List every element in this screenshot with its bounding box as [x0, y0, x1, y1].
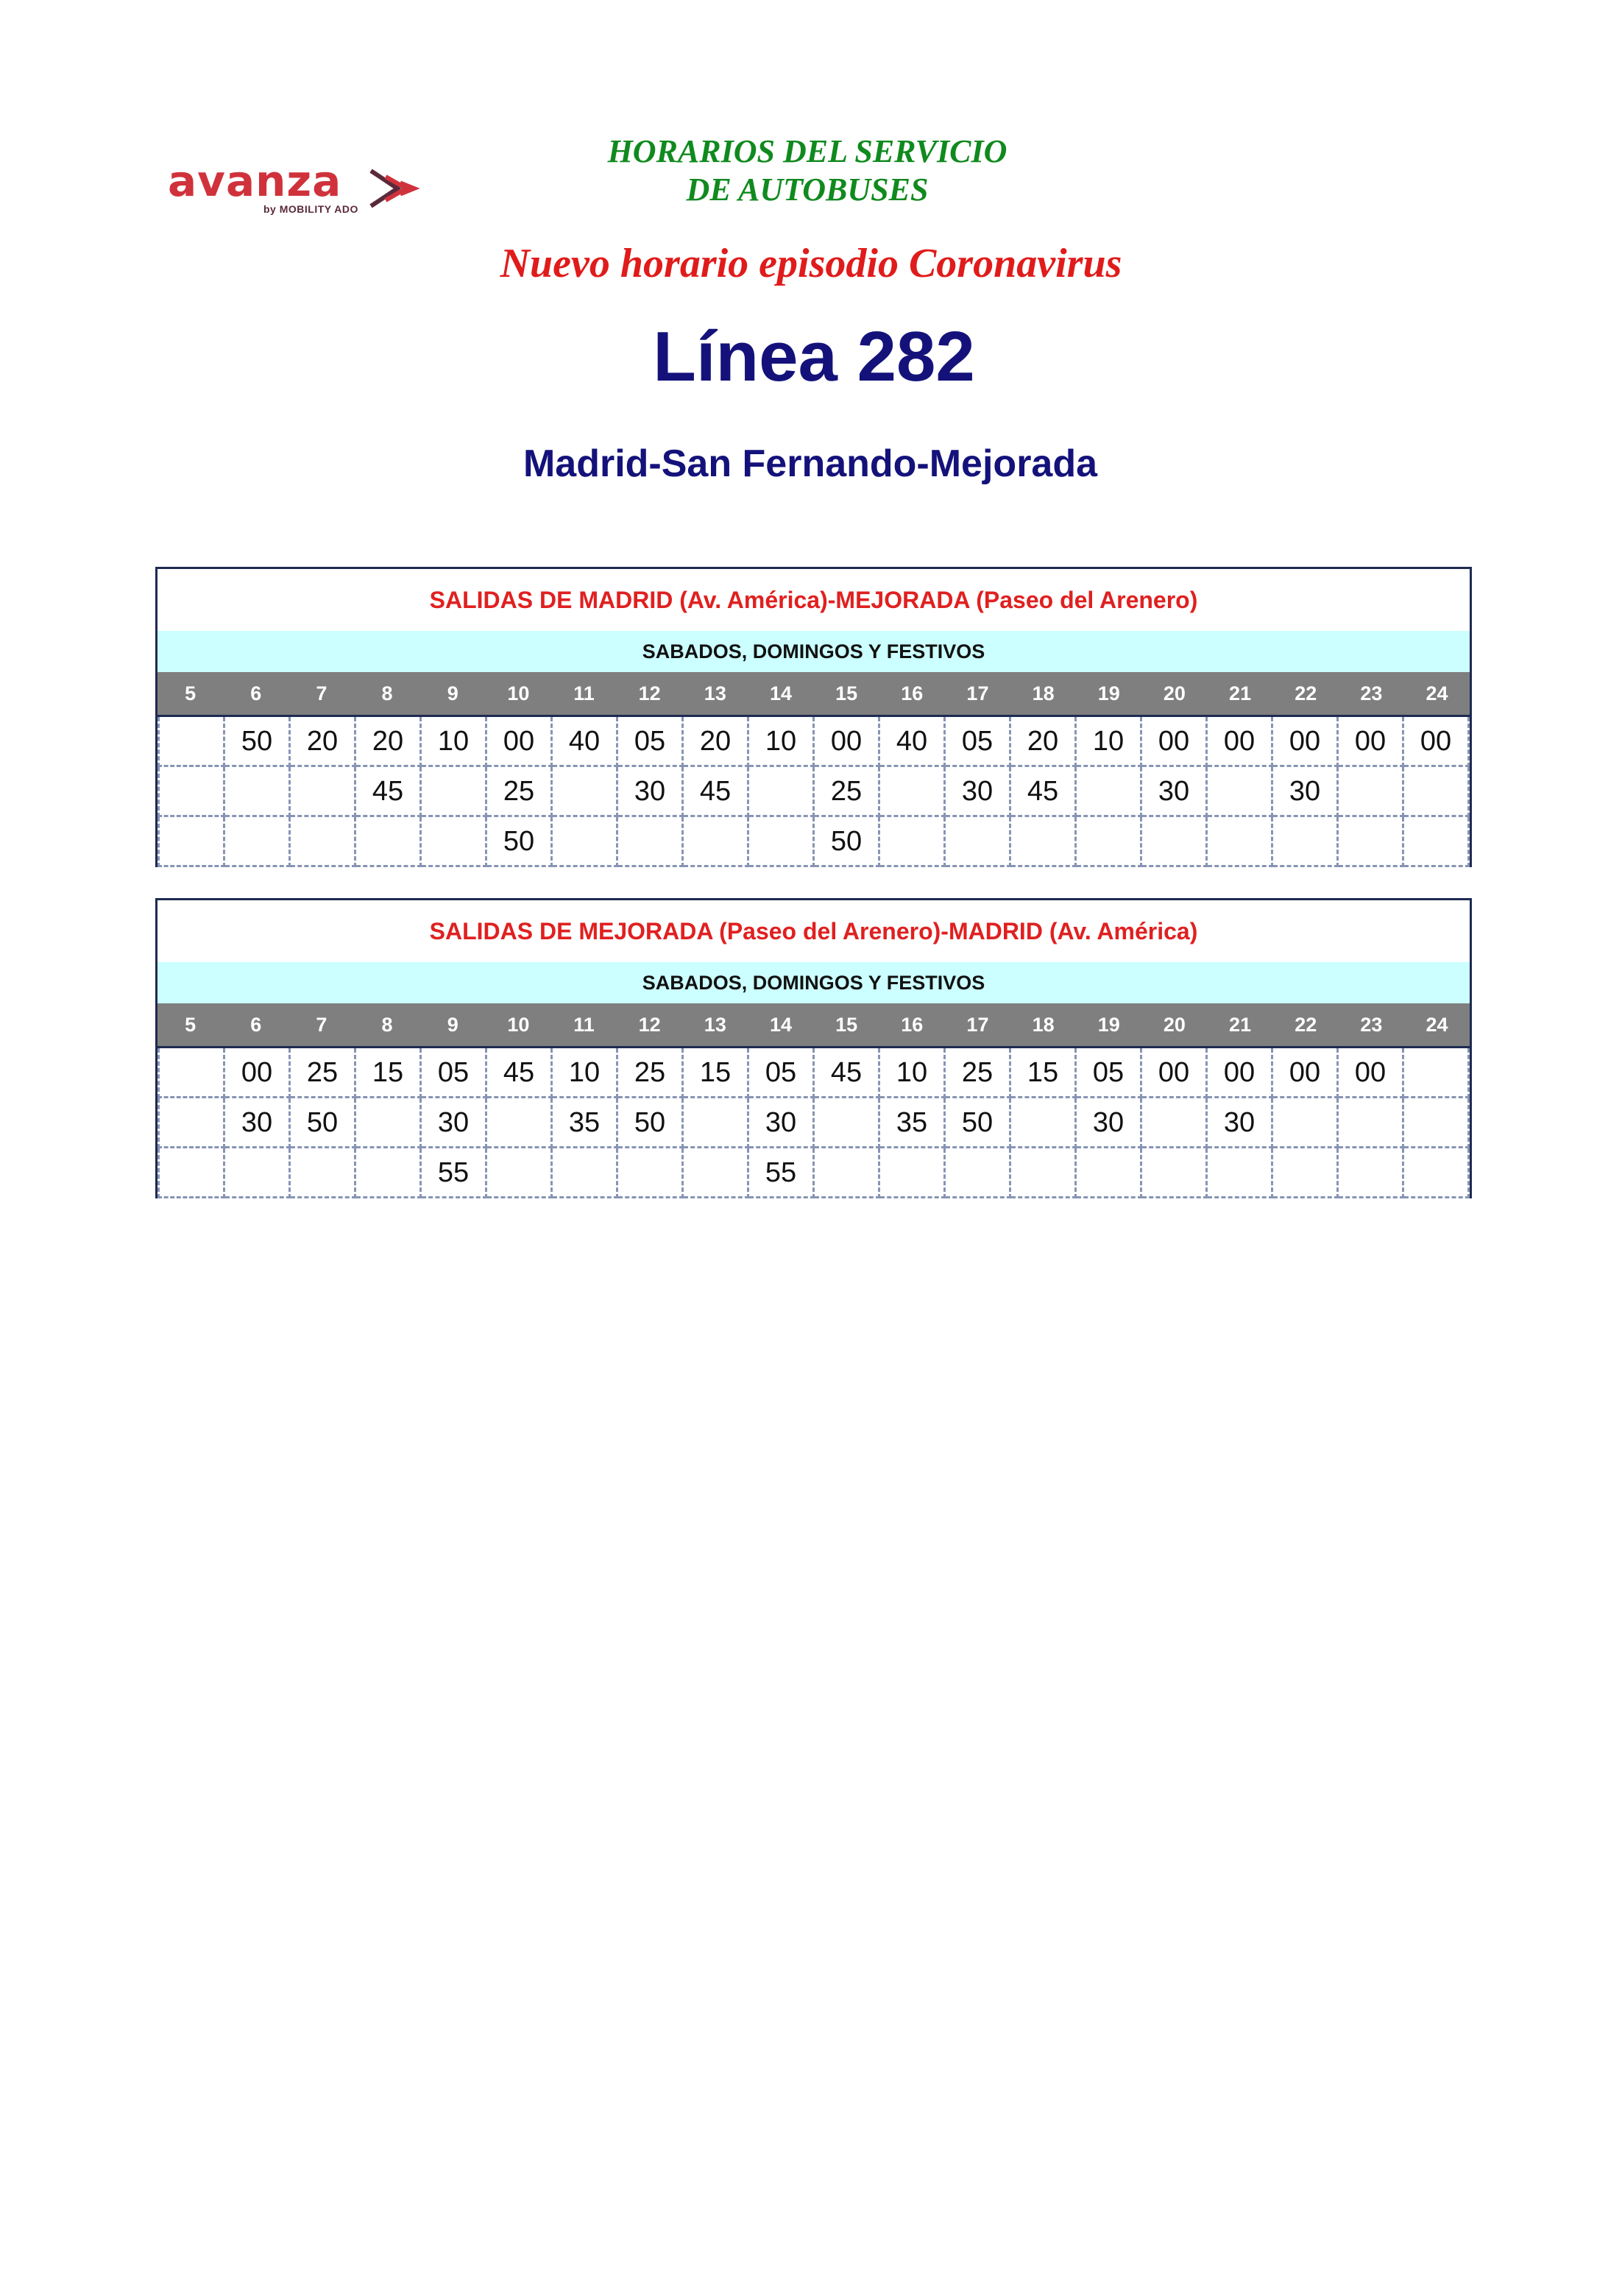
- timetable-title: SALIDAS DE MEJORADA (Paseo del Arenero)-MADRID (Av. América): [157, 900, 1470, 962]
- minute-cell: [157, 1048, 225, 1098]
- minute-cell: 50: [815, 817, 880, 867]
- minute-cell: [1208, 767, 1273, 817]
- minute-cell: [225, 1148, 291, 1198]
- minute-cell: [1011, 1098, 1077, 1148]
- minute-cell: 30: [1077, 1098, 1142, 1148]
- minutes-row: [157, 1098, 1470, 1148]
- minute-cell: 10: [553, 1048, 618, 1098]
- minute-cell: [1339, 767, 1404, 817]
- minute-cell: [487, 1148, 553, 1198]
- hour-cell: 6: [250, 682, 262, 704]
- minute-cell: [880, 1148, 946, 1198]
- hour-header-row: [157, 672, 1470, 717]
- service-heading-line-2: DE AUTOBUSES: [686, 172, 929, 208]
- minute-cell: 45: [1011, 767, 1077, 817]
- minute-cell: 30: [1208, 1098, 1273, 1148]
- hour-cell: 16: [901, 1014, 924, 1036]
- hour-cell: 15: [835, 682, 858, 704]
- minute-cell: 45: [487, 1048, 553, 1098]
- minute-cell: 05: [618, 717, 684, 767]
- minute-cell: [157, 817, 225, 867]
- hour-cell: 11: [573, 682, 595, 704]
- hour-cell: 24: [1426, 682, 1448, 704]
- minute-cell: [1011, 817, 1077, 867]
- minute-cell: 00: [1404, 717, 1470, 767]
- hour-cell: 11: [573, 1014, 595, 1036]
- minute-cell: 15: [1011, 1048, 1077, 1098]
- minute-cell: 20: [356, 717, 422, 767]
- minute-cell: [225, 817, 291, 867]
- service-heading-line-1: HORARIOS DEL SERVICIO: [607, 133, 1007, 169]
- minute-cell: 25: [815, 767, 880, 817]
- hour-cell: 17: [966, 1014, 989, 1036]
- minute-cell: [291, 817, 356, 867]
- minute-cell: 25: [618, 1048, 684, 1098]
- hour-cell: 7: [316, 682, 327, 704]
- minute-cell: [291, 767, 356, 817]
- hour-cell: 10: [507, 682, 530, 704]
- hour-cell: 15: [835, 1014, 858, 1036]
- minute-cell: 30: [618, 767, 684, 817]
- minute-cell: [157, 717, 225, 767]
- minute-cell: [1208, 817, 1273, 867]
- hour-cell: 18: [1032, 682, 1055, 704]
- minute-cell: 05: [422, 1048, 487, 1098]
- hour-cell: 19: [1097, 682, 1120, 704]
- minute-cell: [1142, 1098, 1208, 1148]
- hour-cell: 21: [1229, 1014, 1252, 1036]
- minute-cell: 40: [553, 717, 618, 767]
- minute-cell: [487, 1098, 553, 1148]
- minute-cell: 10: [422, 717, 487, 767]
- hour-cell: 23: [1360, 1014, 1383, 1036]
- minute-cell: [157, 1148, 225, 1198]
- hour-cell: 10: [507, 1014, 530, 1036]
- minute-cell: [815, 1148, 880, 1198]
- hour-cell: 12: [638, 682, 661, 704]
- hour-cell: 17: [966, 682, 989, 704]
- minute-cell: 50: [618, 1098, 684, 1148]
- minute-cell: [356, 1098, 422, 1148]
- minute-cell: 35: [880, 1098, 946, 1148]
- hour-cell: 13: [704, 1014, 726, 1036]
- minute-cell: 10: [749, 717, 815, 767]
- minute-cell: [946, 1148, 1011, 1198]
- minute-cell: 00: [225, 1048, 291, 1098]
- hour-cell: 5: [185, 1014, 196, 1036]
- minute-cell: [225, 767, 291, 817]
- minute-cell: 30: [1142, 767, 1208, 817]
- logo-wordmark: avanza: [168, 156, 342, 206]
- line-title: Línea 282: [653, 317, 975, 396]
- minute-cell: [749, 767, 815, 817]
- minute-cell: 40: [880, 717, 946, 767]
- minute-cell: [1273, 817, 1339, 867]
- timetable-mejorada-madrid: [155, 898, 1472, 1198]
- minute-cell: 00: [1273, 717, 1339, 767]
- minute-cell: 00: [1208, 1048, 1273, 1098]
- minute-cell: 25: [487, 767, 553, 817]
- minutes-row: [157, 767, 1470, 817]
- minutes-row: [157, 1148, 1470, 1198]
- hour-cell: 20: [1163, 1014, 1186, 1036]
- hour-cell: 21: [1229, 682, 1252, 704]
- hour-cell: 9: [447, 1014, 458, 1036]
- hour-cell: 24: [1426, 1014, 1448, 1036]
- timetable-madrid-mejorada: [155, 567, 1472, 867]
- minute-cell: 20: [291, 717, 356, 767]
- minute-cell: 45: [684, 767, 749, 817]
- minute-cell: [880, 767, 946, 817]
- hour-cell: 22: [1295, 1014, 1317, 1036]
- minute-cell: 25: [946, 1048, 1011, 1098]
- minute-cell: [684, 817, 749, 867]
- minute-cell: [157, 1098, 225, 1148]
- timetable-title: SALIDAS DE MADRID (Av. América)-MEJORADA (Paseo del Arenero): [157, 569, 1470, 631]
- hour-cell: 20: [1163, 682, 1186, 704]
- hour-cell: 14: [769, 682, 792, 704]
- hour-cell: 8: [381, 682, 393, 704]
- minute-cell: 00: [1273, 1048, 1339, 1098]
- service-heading: [0, 133, 1622, 209]
- timetable-days: SABADOS, DOMINGOS Y FESTIVOS: [157, 631, 1470, 672]
- minute-cell: 15: [684, 1048, 749, 1098]
- minute-cell: [356, 1148, 422, 1198]
- minute-cell: 05: [749, 1048, 815, 1098]
- minute-cell: [422, 817, 487, 867]
- minute-cell: 35: [553, 1098, 618, 1148]
- minute-cell: [1339, 1148, 1404, 1198]
- minute-cell: 00: [815, 717, 880, 767]
- minute-cell: 10: [880, 1048, 946, 1098]
- minute-cell: 50: [225, 717, 291, 767]
- minute-cell: [1077, 1148, 1142, 1198]
- hour-cell: 22: [1295, 682, 1317, 704]
- minutes-row: [157, 817, 1470, 867]
- episode-notice: Nuevo horario episodio Coronavirus: [500, 241, 1122, 286]
- minute-cell: [1273, 1098, 1339, 1148]
- minute-cell: 50: [946, 1098, 1011, 1148]
- minute-cell: [1142, 817, 1208, 867]
- minutes-row: [157, 1048, 1470, 1098]
- minute-cell: 20: [1011, 717, 1077, 767]
- minute-cell: [1339, 817, 1404, 867]
- minute-cell: [553, 1148, 618, 1198]
- minute-cell: [1404, 817, 1470, 867]
- route-name: Madrid-San Fernando-Mejorada: [523, 442, 1098, 485]
- minute-cell: 30: [422, 1098, 487, 1148]
- minute-cell: [749, 817, 815, 867]
- minute-cell: [1208, 1148, 1273, 1198]
- minute-cell: [291, 1148, 356, 1198]
- minute-cell: [618, 817, 684, 867]
- minute-cell: [1142, 1148, 1208, 1198]
- minute-cell: [157, 767, 225, 817]
- minute-cell: 25: [291, 1048, 356, 1098]
- minute-cell: 00: [1142, 1048, 1208, 1098]
- hour-cell: 8: [381, 1014, 393, 1036]
- hour-cell: 7: [316, 1014, 327, 1036]
- minute-cell: 00: [1208, 717, 1273, 767]
- hour-cell: 14: [769, 1014, 792, 1036]
- minute-cell: [684, 1148, 749, 1198]
- minute-cell: [356, 817, 422, 867]
- minute-cell: 50: [487, 817, 553, 867]
- minute-cell: 45: [815, 1048, 880, 1098]
- minute-cell: 00: [1339, 717, 1404, 767]
- minute-cell: 30: [1273, 767, 1339, 817]
- hour-cell: 13: [704, 682, 726, 704]
- minute-cell: [553, 767, 618, 817]
- minute-cell: [1404, 1148, 1470, 1198]
- minute-cell: 05: [946, 717, 1011, 767]
- minute-cell: 00: [487, 717, 553, 767]
- hour-cell: 6: [250, 1014, 262, 1036]
- minute-cell: 30: [749, 1098, 815, 1148]
- minute-cell: [946, 817, 1011, 867]
- minute-cell: [1077, 767, 1142, 817]
- hour-cell: 19: [1097, 1014, 1120, 1036]
- minute-cell: 15: [356, 1048, 422, 1098]
- minute-cell: [1404, 1098, 1470, 1148]
- minute-cell: [684, 1098, 749, 1148]
- hour-cell: 16: [901, 682, 924, 704]
- minute-cell: 45: [356, 767, 422, 817]
- hour-header-row: [157, 1003, 1470, 1048]
- minute-cell: 00: [1339, 1048, 1404, 1098]
- minute-cell: 10: [1077, 717, 1142, 767]
- minute-cell: [815, 1098, 880, 1148]
- minute-cell: [1077, 817, 1142, 867]
- minute-cell: 00: [1142, 717, 1208, 767]
- hour-cell: 23: [1360, 682, 1383, 704]
- minutes-grid: [157, 717, 1470, 867]
- logo-subtitle: by MOBILITY ADO: [263, 203, 358, 215]
- minute-cell: [880, 817, 946, 867]
- hour-cell: 18: [1032, 1014, 1055, 1036]
- minute-cell: [618, 1148, 684, 1198]
- minutes-grid: [157, 1048, 1470, 1198]
- minute-cell: 55: [749, 1148, 815, 1198]
- minute-cell: 20: [684, 717, 749, 767]
- minute-cell: 30: [225, 1098, 291, 1148]
- minute-cell: [1273, 1148, 1339, 1198]
- minute-cell: 55: [422, 1148, 487, 1198]
- minute-cell: [1339, 1098, 1404, 1148]
- minute-cell: [1404, 767, 1470, 817]
- timetable-days: SABADOS, DOMINGOS Y FESTIVOS: [157, 962, 1470, 1003]
- minute-cell: [422, 767, 487, 817]
- minute-cell: [1011, 1148, 1077, 1198]
- minute-cell: [1404, 1048, 1470, 1098]
- minute-cell: 05: [1077, 1048, 1142, 1098]
- hour-cell: 9: [447, 682, 458, 704]
- hour-cell: 5: [185, 682, 196, 704]
- hour-cell: 12: [638, 1014, 661, 1036]
- minutes-row: [157, 717, 1470, 767]
- minute-cell: 30: [946, 767, 1011, 817]
- minute-cell: 50: [291, 1098, 356, 1148]
- minute-cell: [553, 817, 618, 867]
